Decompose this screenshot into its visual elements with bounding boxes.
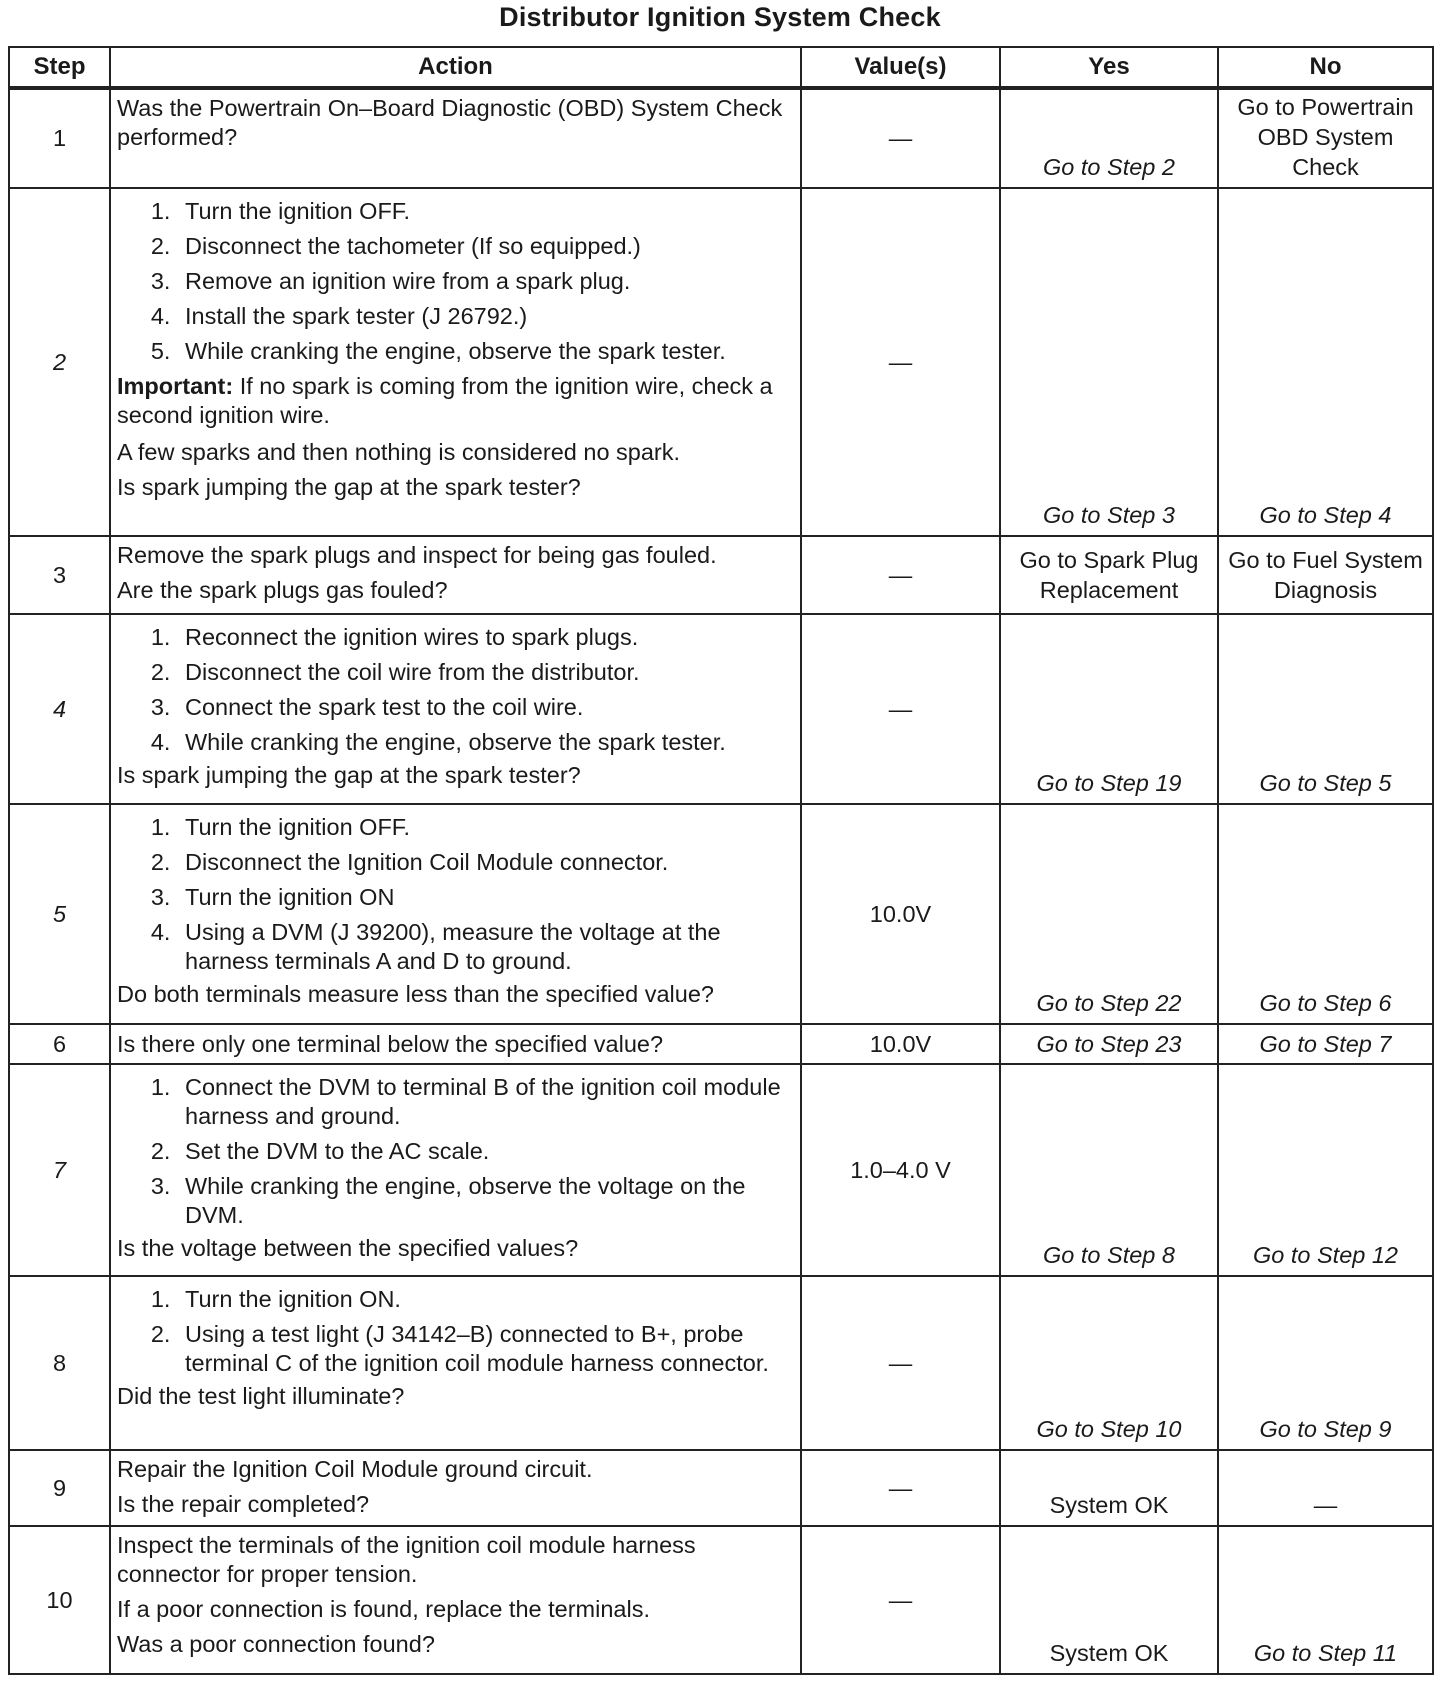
action-cell (110, 88, 801, 188)
action-cell (110, 614, 801, 804)
action-cell (110, 1276, 801, 1450)
list-item: 5. While cranking the engine, observe the spark tester. (177, 337, 794, 366)
value-cell: — (801, 88, 1000, 188)
list-item: 1. Turn the ignition OFF. (177, 197, 794, 226)
yes-cell: Go to Step 19 (1000, 614, 1218, 804)
step-number: 7 (9, 1064, 110, 1276)
action-cell (110, 536, 801, 614)
table-row-step-8 (9, 1276, 1433, 1450)
action-cell (110, 1450, 801, 1526)
action-text: If a poor connection is found, replace the terminals. (117, 1596, 650, 1622)
list-item: 1. Reconnect the ignition wires to spark plugs. (177, 623, 794, 652)
value-cell: — (801, 1276, 1000, 1450)
action-cell (110, 188, 801, 536)
value-cell: 10.0V (801, 804, 1000, 1024)
no-cell: Go to Step 4 (1218, 188, 1433, 536)
table-row-step-7 (9, 1064, 1433, 1276)
list-item: 4. Install the spark tester (J 26792.) (177, 302, 794, 331)
table-row-step-4 (9, 614, 1433, 804)
list-item: 2. Using a test light (J 34142–B) connected to B+, probe terminal C of the ignition coil module harness connector. (177, 1320, 794, 1378)
list-item: 2. Disconnect the Ignition Coil Module connector. (177, 848, 794, 877)
step-number: 6 (9, 1024, 110, 1064)
table-row-step-2 (9, 188, 1433, 536)
list-item: 3. While cranking the engine, observe the voltage on the DVM. (177, 1172, 794, 1230)
question-text: Is spark jumping the gap at the spark tester? (117, 762, 581, 788)
no-cell: Go to Step 9 (1218, 1276, 1433, 1450)
no-cell: Go to Step 12 (1218, 1064, 1433, 1276)
header-values: Value(s) (801, 47, 1000, 88)
question-text: Do both terminals measure less than the specified value? (117, 981, 714, 1007)
table-row-step-9 (9, 1450, 1433, 1526)
yes-cell: Go to Spark Plug Replacement (1000, 536, 1218, 614)
action-text: Inspect the terminals of the ignition coil module harness connector for proper tension. (117, 1532, 696, 1587)
value-cell: 1.0–4.0 V (801, 1064, 1000, 1276)
no-cell: Go to Step 5 (1218, 614, 1433, 804)
question-text: Is the repair completed? (117, 1491, 370, 1517)
value-cell: — (801, 1450, 1000, 1526)
header-action: Action (110, 47, 801, 88)
no-cell: Go to Step 7 (1218, 1024, 1433, 1064)
important-label: Important: (117, 373, 234, 399)
question-text: Was a poor connection found? (117, 1631, 435, 1657)
list-item: 2. Disconnect the tachometer (If so equipped.) (177, 232, 794, 261)
note-text: A few sparks and then nothing is considered no spark. (117, 439, 681, 465)
question-text: Was the Powertrain On–Board Diagnostic (OBD) System Check performed? (117, 95, 783, 150)
yes-cell: System OK (1000, 1526, 1218, 1674)
step-number: 1 (9, 88, 110, 188)
yes-cell: Go to Step 22 (1000, 804, 1218, 1024)
step-number: 9 (9, 1450, 110, 1526)
yes-cell: Go to Step 2 (1000, 88, 1218, 188)
list-item: 3. Connect the spark test to the coil wire. (177, 693, 794, 722)
important-text: If no spark is coming from the ignition wire, check a second ignition wire. (117, 373, 773, 428)
list-item: 2. Disconnect the coil wire from the distributor. (177, 658, 794, 687)
header-row (9, 47, 1433, 88)
action-text: Repair the Ignition Coil Module ground circuit. (117, 1456, 593, 1482)
action-cell (110, 804, 801, 1024)
no-cell: Go to Step 11 (1218, 1526, 1433, 1674)
value-cell: — (801, 1526, 1000, 1674)
instruction-list (117, 1285, 794, 1378)
table-row-step-6 (9, 1024, 1433, 1064)
instruction-list (117, 813, 794, 976)
value-cell: 10.0V (801, 1024, 1000, 1064)
no-cell: Go to Fuel System Diagnosis (1218, 536, 1433, 614)
table-row-step-1 (9, 88, 1433, 188)
list-item: 1. Turn the ignition ON. (177, 1285, 794, 1314)
diagnostic-table (8, 46, 1434, 1675)
header-yes: Yes (1000, 47, 1218, 88)
no-cell: — (1218, 1450, 1433, 1526)
question-text: Did the test light illuminate? (117, 1383, 405, 1409)
question-text: Is there only one terminal below the specified value? (117, 1030, 664, 1057)
instruction-list (117, 1073, 794, 1230)
question-text: Is the voltage between the specified values? (117, 1235, 579, 1261)
no-cell: Go to Powertrain OBD System Check (1218, 88, 1433, 188)
yes-cell: Go to Step 23 (1000, 1024, 1218, 1064)
important-note (117, 372, 794, 430)
question-text: Is spark jumping the gap at the spark tester? (117, 474, 581, 500)
yes-cell: Go to Step 8 (1000, 1064, 1218, 1276)
step-number: 4 (9, 614, 110, 804)
step-number: 2 (9, 188, 110, 536)
table-row-step-3 (9, 536, 1433, 614)
action-cell (110, 1526, 801, 1674)
header-no: No (1218, 47, 1433, 88)
list-item: 3. Remove an ignition wire from a spark plug. (177, 267, 794, 296)
step-number: 3 (9, 536, 110, 614)
page-title: Distributor Ignition System Check (499, 2, 941, 32)
step-number: 8 (9, 1276, 110, 1450)
value-cell: — (801, 188, 1000, 536)
action-cell (110, 1064, 801, 1276)
instruction-list (117, 197, 794, 366)
list-item: 4. While cranking the engine, observe the spark tester. (177, 728, 794, 757)
table-row-step-5 (9, 804, 1433, 1024)
yes-cell: System OK (1000, 1450, 1218, 1526)
header-step: Step (9, 47, 110, 88)
value-cell: — (801, 614, 1000, 804)
list-item: 4. Using a DVM (J 39200), measure the voltage at the harness terminals A and D to ground. (177, 918, 794, 976)
instruction-list (117, 623, 794, 757)
list-item: 2. Set the DVM to the AC scale. (177, 1137, 794, 1166)
yes-cell: Go to Step 10 (1000, 1276, 1218, 1450)
list-item: 1. Connect the DVM to terminal B of the ignition coil module harness and ground. (177, 1073, 794, 1131)
step-number: 5 (9, 804, 110, 1024)
table-row-step-10 (9, 1526, 1433, 1674)
no-cell: Go to Step 6 (1218, 804, 1433, 1024)
list-item: 3. Turn the ignition ON (177, 883, 794, 912)
action-text: Remove the spark plugs and inspect for being gas fouled. (117, 542, 717, 568)
list-item: 1. Turn the ignition OFF. (177, 813, 794, 842)
step-number: 10 (9, 1526, 110, 1674)
yes-cell: Go to Step 3 (1000, 188, 1218, 536)
value-cell: — (801, 536, 1000, 614)
question-text: Are the spark plugs gas fouled? (117, 577, 448, 603)
action-cell (110, 1024, 801, 1064)
